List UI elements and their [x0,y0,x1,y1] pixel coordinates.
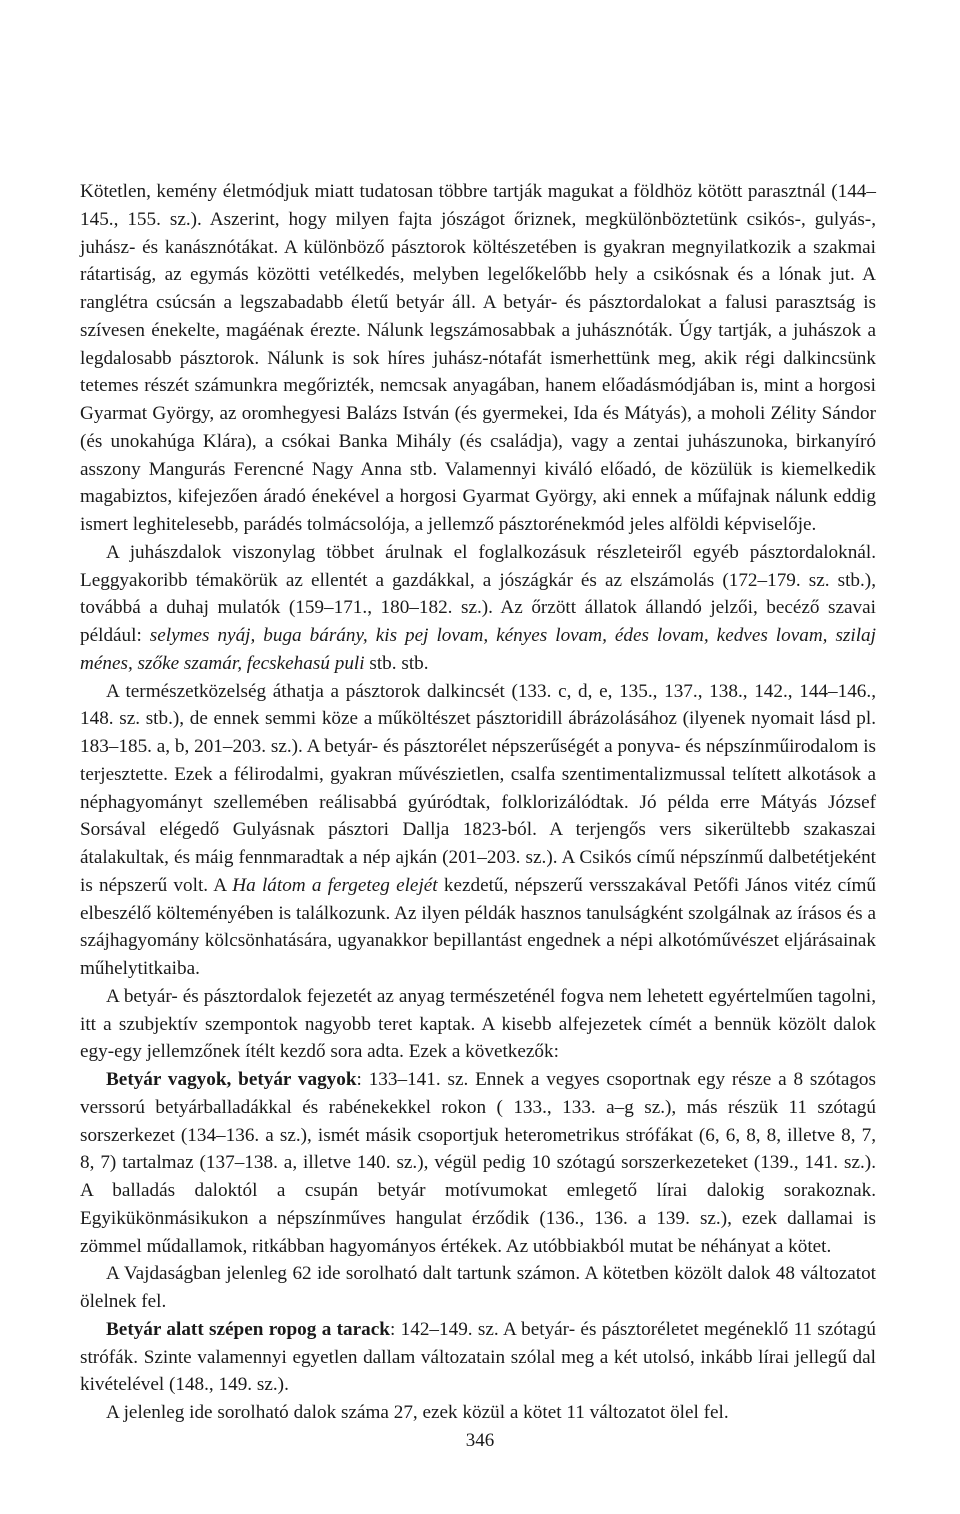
paragraph-5-text: : 133–141. sz. Ennek a vegyes csoportnak egy része a 8 szótagos verssorú betyárballadákkal és rabénekekkel rokon ( 133., 133. a–g sz.), más részük 11 szótagú sorszerkezet (134–136. a sz.), ismét másik csoportjuk heterometrikus strófákat (6, 6, 8, 8, illetve 8, 7, 8, 7) tartalmaz (137–138. a, illetve 140. sz.), végül pedig 10 szótagú sorszerkezeteket (139., 141. sz.). A balladás daloktól a csupán betyár motívumokat emlegető lírai dalokig sorakoznak. Egyikükönmásikukon a népszínműves hangulat érződik (136., 136. a 139. sz.), ezek dallamai is zömmel műdallamok, ritkábban hagyományos értékek. Az utóbbiakból mutat be néhányat a kötet. [80,1069,876,1257]
paragraph-7 [80,1316,876,1399]
paragraph-6 [80,1260,876,1316]
paragraph-2-text-start: A juhászdalok viszonylag többet árulnak el foglalkozásuk részleteiről egyéb pásztordaloknál. Leggyakoribb témakörük az ellentét a gazdákkal, a jószágkár és az elszámolás (172–179. sz. stb.), továbbá a duhaj mulatók (159–171., 180–182. sz.). Az őrzött állatok állandó jelzői, becéző szavai például: [80,541,876,646]
paragraph-2 [80,539,876,678]
page-body [80,178,876,1427]
page-number: 346 [465,1430,495,1451]
paragraph-7-text: : 142–149. sz. A betyár- és pásztoréletet megéneklő 11 szótagú strófák. Szinte valamennyi egyetlen dallam változatain szólal meg a két utolsó, inkább lírai jellegű dal kivételével (148., 149. sz.). [80,1318,877,1396]
paragraph-3 [80,678,876,983]
paragraph-3-text-end: kezdetű, népszerű versszakával Petőfi János vitéz című elbeszélő költeményében is találkozunk. Az ilyen példák hasznos tanulságként szolgálnak az írásos és a szájhagyomány kölcsönhatására, ugyanakkor bepillantást engednek a népi alkotóművészet eljárásainak műhelytitkaiba. [80,874,877,979]
paragraph-2-text-end: stb. stb. [364,652,429,674]
subsection-title-betyar-alatt: Betyár alatt szépen ropog a tarack [106,1318,390,1340]
paragraph-1 [80,178,876,539]
paragraph-8 [80,1399,876,1427]
subsection-title-betyar-vagyok: Betyár vagyok, betyár vagyok [106,1069,357,1090]
paragraph-1-text: Kötetlen, kemény életmódjuk miatt tudatosan többre tartják magukat a földhöz kötött parasztnál (144–145., 155. sz.). Aszerint, hogy milyen fajta jószágot őriznek, megkülönböztetünk csikós-, gulyás-, juhász- és kanásznótákat. A különböző pásztorok költészetében is gyakran megnyilatkozik a szakmai rátartiság, az egymás közötti vetélkedés, melyben legelőkelőbb hely a csikósnak és a lónak jut. A ranglétra csúcsán a legszabadabb életű betyár áll. A betyár- és pásztordalokat a falusi parasztság is szívesen énekelte, magáénak érezte. Nálunk legszámosabbak a juhásznóták. Úgy tartják, a juhászok a legdalosabb pásztorok. Nálunk is sok híres juhász-nótafát ismerhettünk meg, akik régi dalkincsünk tetemes részét számunkra megőrizték, nemcsak anyagában, hanem előadásmódjában is, mint a horgosi Gyarmat György, az oromhegyesi Balázs István (és gyermekei, Ida és Mátyás), a moholi Zélity Sándor (és unokahúga Klára), a csókai Banka Mihály (és családja), vagy a zentai juhászunoka, birkanyíró asszony Mangurás Ferencné Nagy Anna stb. Valamennyi kiváló előadó, de közülük is kiemelkedik magabiztos, kifejezően áradó énekével a horgosi Gyarmat György, aki ennek a műfajnak nálunk eddig ismert leghitelesebb, parádés tolmácsolója, a jellemző pásztorénekmód jeles alföldi képviselője. [80,181,876,535]
paragraph-8-text: A jelenleg ide sorolható dalok száma 27, ezek közül a kötet 11 változatot ölel fel. [106,1402,729,1423]
paragraph-3-italic-title: Ha látom a fergeteg elejét [232,874,438,896]
paragraph-6-text: A Vajdaságban jelenleg 62 ide sorolható dalt tartunk számon. A kötetben közölt dalok 48 változatot ölelnek fel. [80,1263,876,1312]
paragraph-3-text-start: A természetközelség áthatja a pásztorok dalkincsét (133. c, d, e, 135., 137., 138., 142., 144–146., 148. sz. stb.), de ennek semmi köze a műköltészet pásztoridill ábrázolásához (ilyenek nyomait lásd pl. 183–185. a, b, 201–203. sz.). A betyár- és pásztorélet népszerűségét a ponyva- és népszínműirodalom is terjesztette. Ezek a félirodalmi, gyakran művészietlen, csalfa szentimentalizmussal telített alkotások a néphagyományt szellemében reálisabbá gyúródtak, folklorizálódtak. Jó példa erre Mátyás József Sorsával elégedő Gulyásnak pásztori Dallja 1823-ból. A terjengős vers sikerültebb szakaszai átalakultak, és máig fennmaradtak a nép ajkán (201–203. sz.). A Csikós című népszínmű dalbetétjeként is népszerű volt. A [80,680,876,896]
paragraph-2-italic-terms: selymes nyáj, buga bárány, kis pej lovam, kényes lovam, édes lovam, kedves lovam, szilaj ménes, szőke szamár, fecskehasú puli [80,625,876,674]
paragraph-4 [80,983,876,1066]
paragraph-5 [80,1066,876,1260]
paragraph-4-text: A betyár- és pásztordalok fejezetét az anyag természeténél fogva nem lehetett egyértelműen tagolni, itt a szubjektív szempontok nagyobb teret kaptak. A kisebb alfejezetek címét a bennük közölt dalok egy-egy jellemzőnek ítélt kezdő sora adta. Ezek a következők: [80,985,876,1063]
